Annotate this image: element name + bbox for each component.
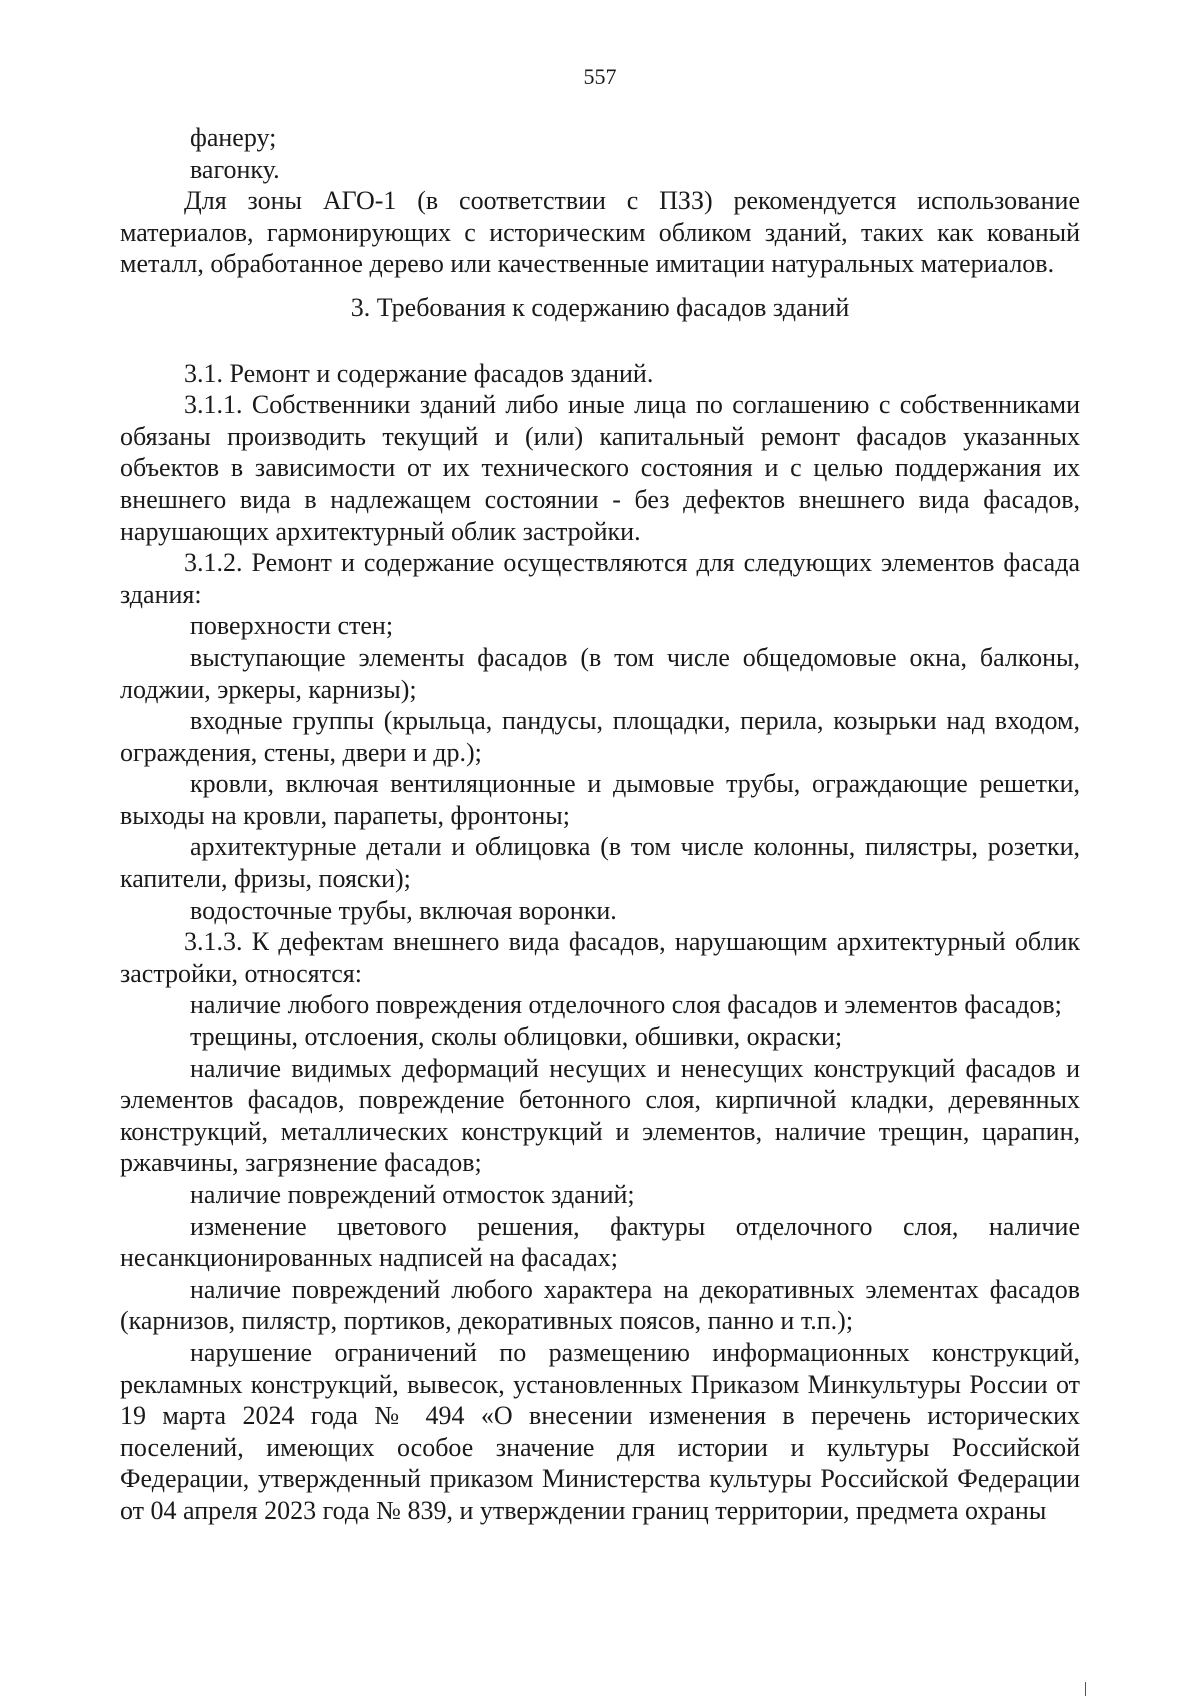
list-item: водосточные трубы, включая воронки. [190, 895, 617, 925]
list-item: входные группы (крыльца, пандусы, площадки, перила, козырьки над входом, ограждения, стены, двери и др.); [120, 706, 1080, 767]
section-heading: 3. Требования к содержанию фасадов зданий [350, 292, 850, 322]
paragraph: Для зоны АГО-1 (в соответствии с ПЗЗ) рекомендуется использование материалов, гармонирующих с историческим обликом зданий, таких как кованый металл, обработанное дерево или качественные имитации натуральных материалов. [120, 186, 1080, 279]
list-item: наличие повреждений отмосток зданий; [190, 1180, 635, 1209]
list-item: поверхности стен; [190, 611, 394, 641]
list-item: наличие видимых деформаций несущих и ненесущих конструкций фасадов и элементов фасадов, повреждение бетонного слоя, кирпичной кладки, деревянных конструкций, металлических конструкций и элементов, наличие трещин, царапин, ржавчины, загрязнение фасадов; [120, 1053, 1080, 1178]
list-item: наличие любого повреждения отделочного слоя фасадов и элементов фасадов; [190, 990, 1062, 1020]
scan-artifact-mark [1085, 1682, 1086, 1696]
document-body [120, 122, 1080, 1527]
paragraph: 3.1. Ремонт и содержание фасадов зданий. [184, 358, 654, 388]
page-number: 557 [583, 64, 617, 89]
list-item: фанеру; [190, 123, 277, 152]
list-item: изменение цветового решения, фактуры отделочного слоя, наличие несанкционированных надписей на фасадах; [120, 1211, 1080, 1273]
paragraph: 3.1.1. Собственники зданий либо иные лица по соглашению с собственниками обязаны производить текущий и (или) капитальный ремонт фасадов указанных объектов в зависимости от их технического состояния и с целью поддержания их внешнего вида в надлежащем состоянии - без дефектов внешнего вида фасадов, нарушающих архитектурный облик застройки. [120, 390, 1080, 546]
list-item: кровли, включая вентиляционные и дымовые трубы, ограждающие решетки, выходы на кровли, парапеты, фронтоны; [120, 769, 1080, 830]
list-item: наличие повреждений любого характера на декоративных элементах фасадов (карнизов, пилястр, портиков, декоративных поясов, панно и т.п.); [120, 1274, 1080, 1336]
list-item: выступающие элементы фасадов (в том числе общедомовые окна, балконы, лоджии, эркеры, карнизы); [120, 642, 1080, 704]
paragraph: 3.1.3. К дефектам внешнего вида фасадов, нарушающим архитектурный облик застройки, относятся: [120, 927, 1080, 988]
paragraph: 3.1.2. Ремонт и содержание осуществляются для следующих элементов фасада здания: [120, 548, 1080, 609]
list-item: архитектурные детали и облицовка (в том числе колонны, пилястры, розетки, капители, фризы, пояски); [120, 832, 1080, 894]
list-item: нарушение ограничений по размещению информационных конструкций, рекламных конструкций, вывесок, установленных Приказом Минкультуры России от 19 марта 2024 года № 494 «О внесении изменения в перечень исторических поселений, имеющих особое значение для истории и культуры Российской Федерации, утвержденный приказом Министерства культуры Российской Федерации от 04 апреля 2023 года № 839, и утверждении границ территории, предмета охраны [120, 1337, 1080, 1525]
list-item: трещины, отслоения, сколы облицовки, обшивки, окраски; [190, 1022, 843, 1052]
list-item: вагонку. [190, 154, 280, 184]
